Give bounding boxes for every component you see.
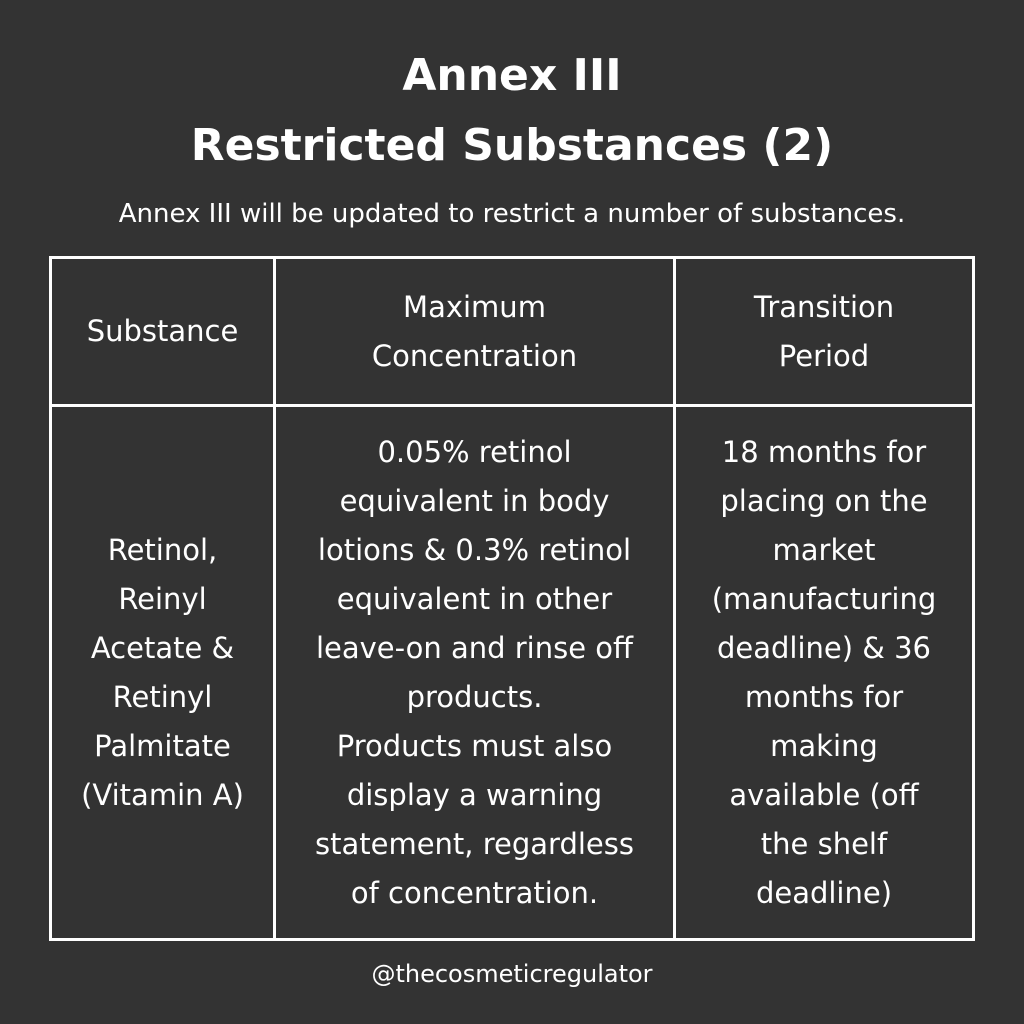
- header-transition-period: Transition Period: [676, 259, 972, 407]
- cell-maximum-concentration: 0.05% retinol equivalent in body lotions & 0.3% retinol equivalent in other leave-on and rinse off products. Products must also display a warning statement, regardless of concentration.: [276, 407, 676, 938]
- title-line-1: Annex III: [402, 50, 622, 101]
- title-line-2: Restricted Substances (2): [190, 120, 834, 171]
- header-substance: Substance: [52, 259, 276, 407]
- subtitle: Annex III will be updated to restrict a number of substances.: [118, 199, 906, 229]
- cell-transition-period: 18 months for placing on the market (manufacturing deadline) & 36 months for making available (off the shelf deadline): [711, 434, 937, 910]
- header-maximum-concentration: Maximum Concentration: [276, 259, 676, 407]
- cell-substance: Retinol, Reinyl Acetate & Retinyl Palmitate (Vitamin A): [52, 407, 276, 938]
- footer-handle: @thecosmeticregulator: [371, 960, 653, 988]
- restrictions-table: [49, 256, 975, 941]
